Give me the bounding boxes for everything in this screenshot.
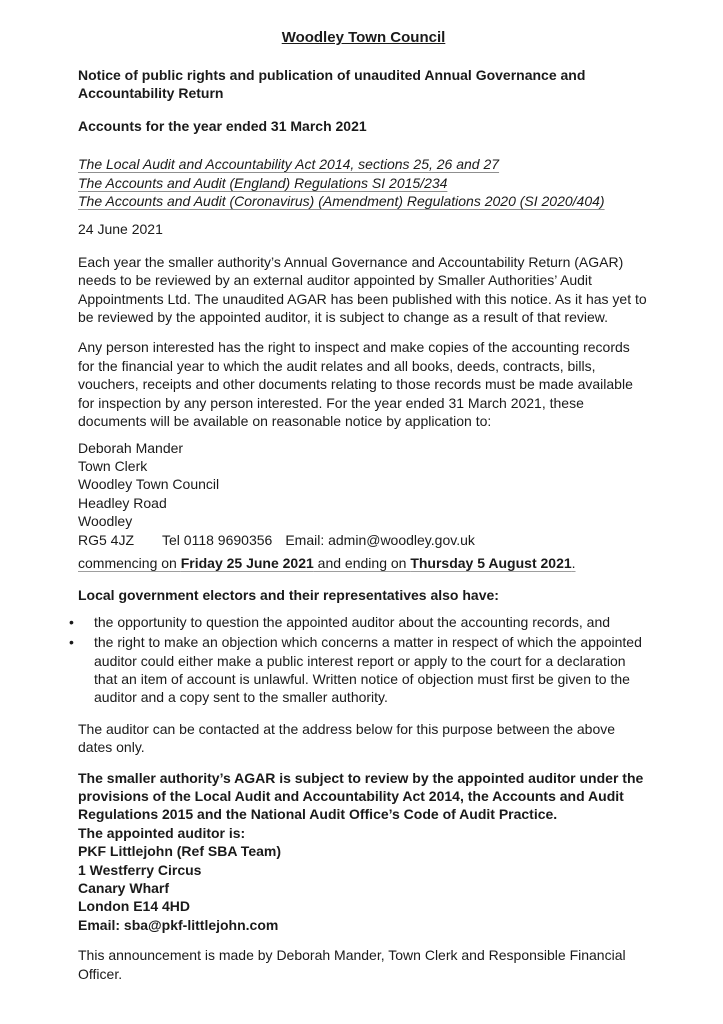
statute-line-1: The Local Audit and Accountability Act 2014, sections 25, 26 and 27 [78,156,500,173]
electors-right-item [69,613,649,631]
inspection-period-text [78,555,576,571]
agar-subject-to-review-paragraph: The smaller authority’s AGAR is subject to review by the appointed auditor under the provisions of the Local Audit and Accountability Act 2014, the Accounts and Audit Regulations 2015 and the National Audit Office’s Code of Audit Practice. [78,769,644,823]
bullet-icon: • [69,613,74,630]
notice-heading: Notice of public rights and publication of unaudited Annual Governance and Accountability Return [78,67,586,102]
agar-review-paragraph: Each year the smaller authority’s Annual Governance and Accountability Return (AGAR) needs to be reviewed by an external auditor appointed by Smaller Authorities’ Audit Appointments Ltd. The unaudited AGAR has been published with this notice. As it has yet to be reviewed by the appointed auditor, it is subject to change as a result of that review. [78,253,647,326]
auditor-address-line-3: London E14 4HD [78,898,191,915]
period-prefix: commencing on [78,554,181,571]
announcement-paragraph: This announcement is made by Deborah Mander, Town Clerk and Responsible Financial Officer. [78,947,626,982]
clerk-org: Woodley Town Council [78,476,220,493]
clerk-role: Town Clerk [78,457,148,474]
clerk-email: Email: admin@woodley.gov.uk [285,531,475,548]
statute-line-2: The Accounts and Audit (England) Regulations SI 2015/234 [78,174,448,191]
clerk-address-block [78,439,649,549]
appointed-auditor-label: The appointed auditor is: [78,824,246,841]
electors-rights-heading: Local government electors and their representatives also have: [78,587,499,604]
electors-rights-list [69,613,649,707]
clerk-postcode: RG5 4JZ [78,531,135,548]
period-middle: and ending on [313,554,411,571]
right-item-text: the right to make an objection which concerns a matter in respect of which the appointed auditor could either make a public interest report or apply to the court for a declaration that an item of account is unlawful. Written notice of objection must first be given to the auditor and a copy sent to the smaller authority. [94,634,642,706]
period-suffix: . [571,554,576,571]
auditor-email: Email: sba@pkf-littlejohn.com [78,916,279,933]
auditor-address-line-1: 1 Westferry Circus [78,861,202,878]
accounts-year-heading: Accounts for the year ended 31 March 2021 [78,117,367,134]
electors-right-item [69,633,649,707]
statute-references [78,155,649,210]
auditor-name: PKF Littlejohn (Ref SBA Team) [78,843,281,860]
clerk-name: Deborah Mander [78,439,184,456]
inspection-period-line [78,554,649,572]
auditor-address-line-2: Canary Wharf [78,880,170,897]
period-end-date: Thursday 5 August 2021 [410,554,572,571]
auditor-contact-paragraph: The auditor can be contacted at the address below for this purpose between the above dates only. [78,720,616,756]
statute-line-3: The Accounts and Audit (Coronavirus) (Amendment) Regulations 2020 (SI 2020/404) [78,193,605,210]
bullet-icon: • [69,634,74,651]
clerk-contact-line [78,531,649,549]
clerk-telephone: Tel 0118 9690356 [162,531,273,548]
right-item-text: the opportunity to question the appointed auditor about the accounting records, and [94,613,611,630]
period-start-date: Friday 25 June 2021 [180,554,314,571]
notice-date: 24 June 2021 [78,221,163,238]
clerk-street: Headley Road [78,494,167,511]
auditor-address-block [78,842,649,934]
inspection-rights-paragraph: Any person interested has the right to inspect and make copies of the accounting records for the financial year to which the audit relates and all books, deeds, contracts, bills, vouchers, receipts and other documents relating to those records must be made available for inspection by any person interested. For the year ended 31 March 2021, these documents will be available on reasonable notice by application to: [78,339,633,430]
council-title: Woodley Town Council [281,29,446,46]
clerk-town: Woodley [78,513,133,530]
